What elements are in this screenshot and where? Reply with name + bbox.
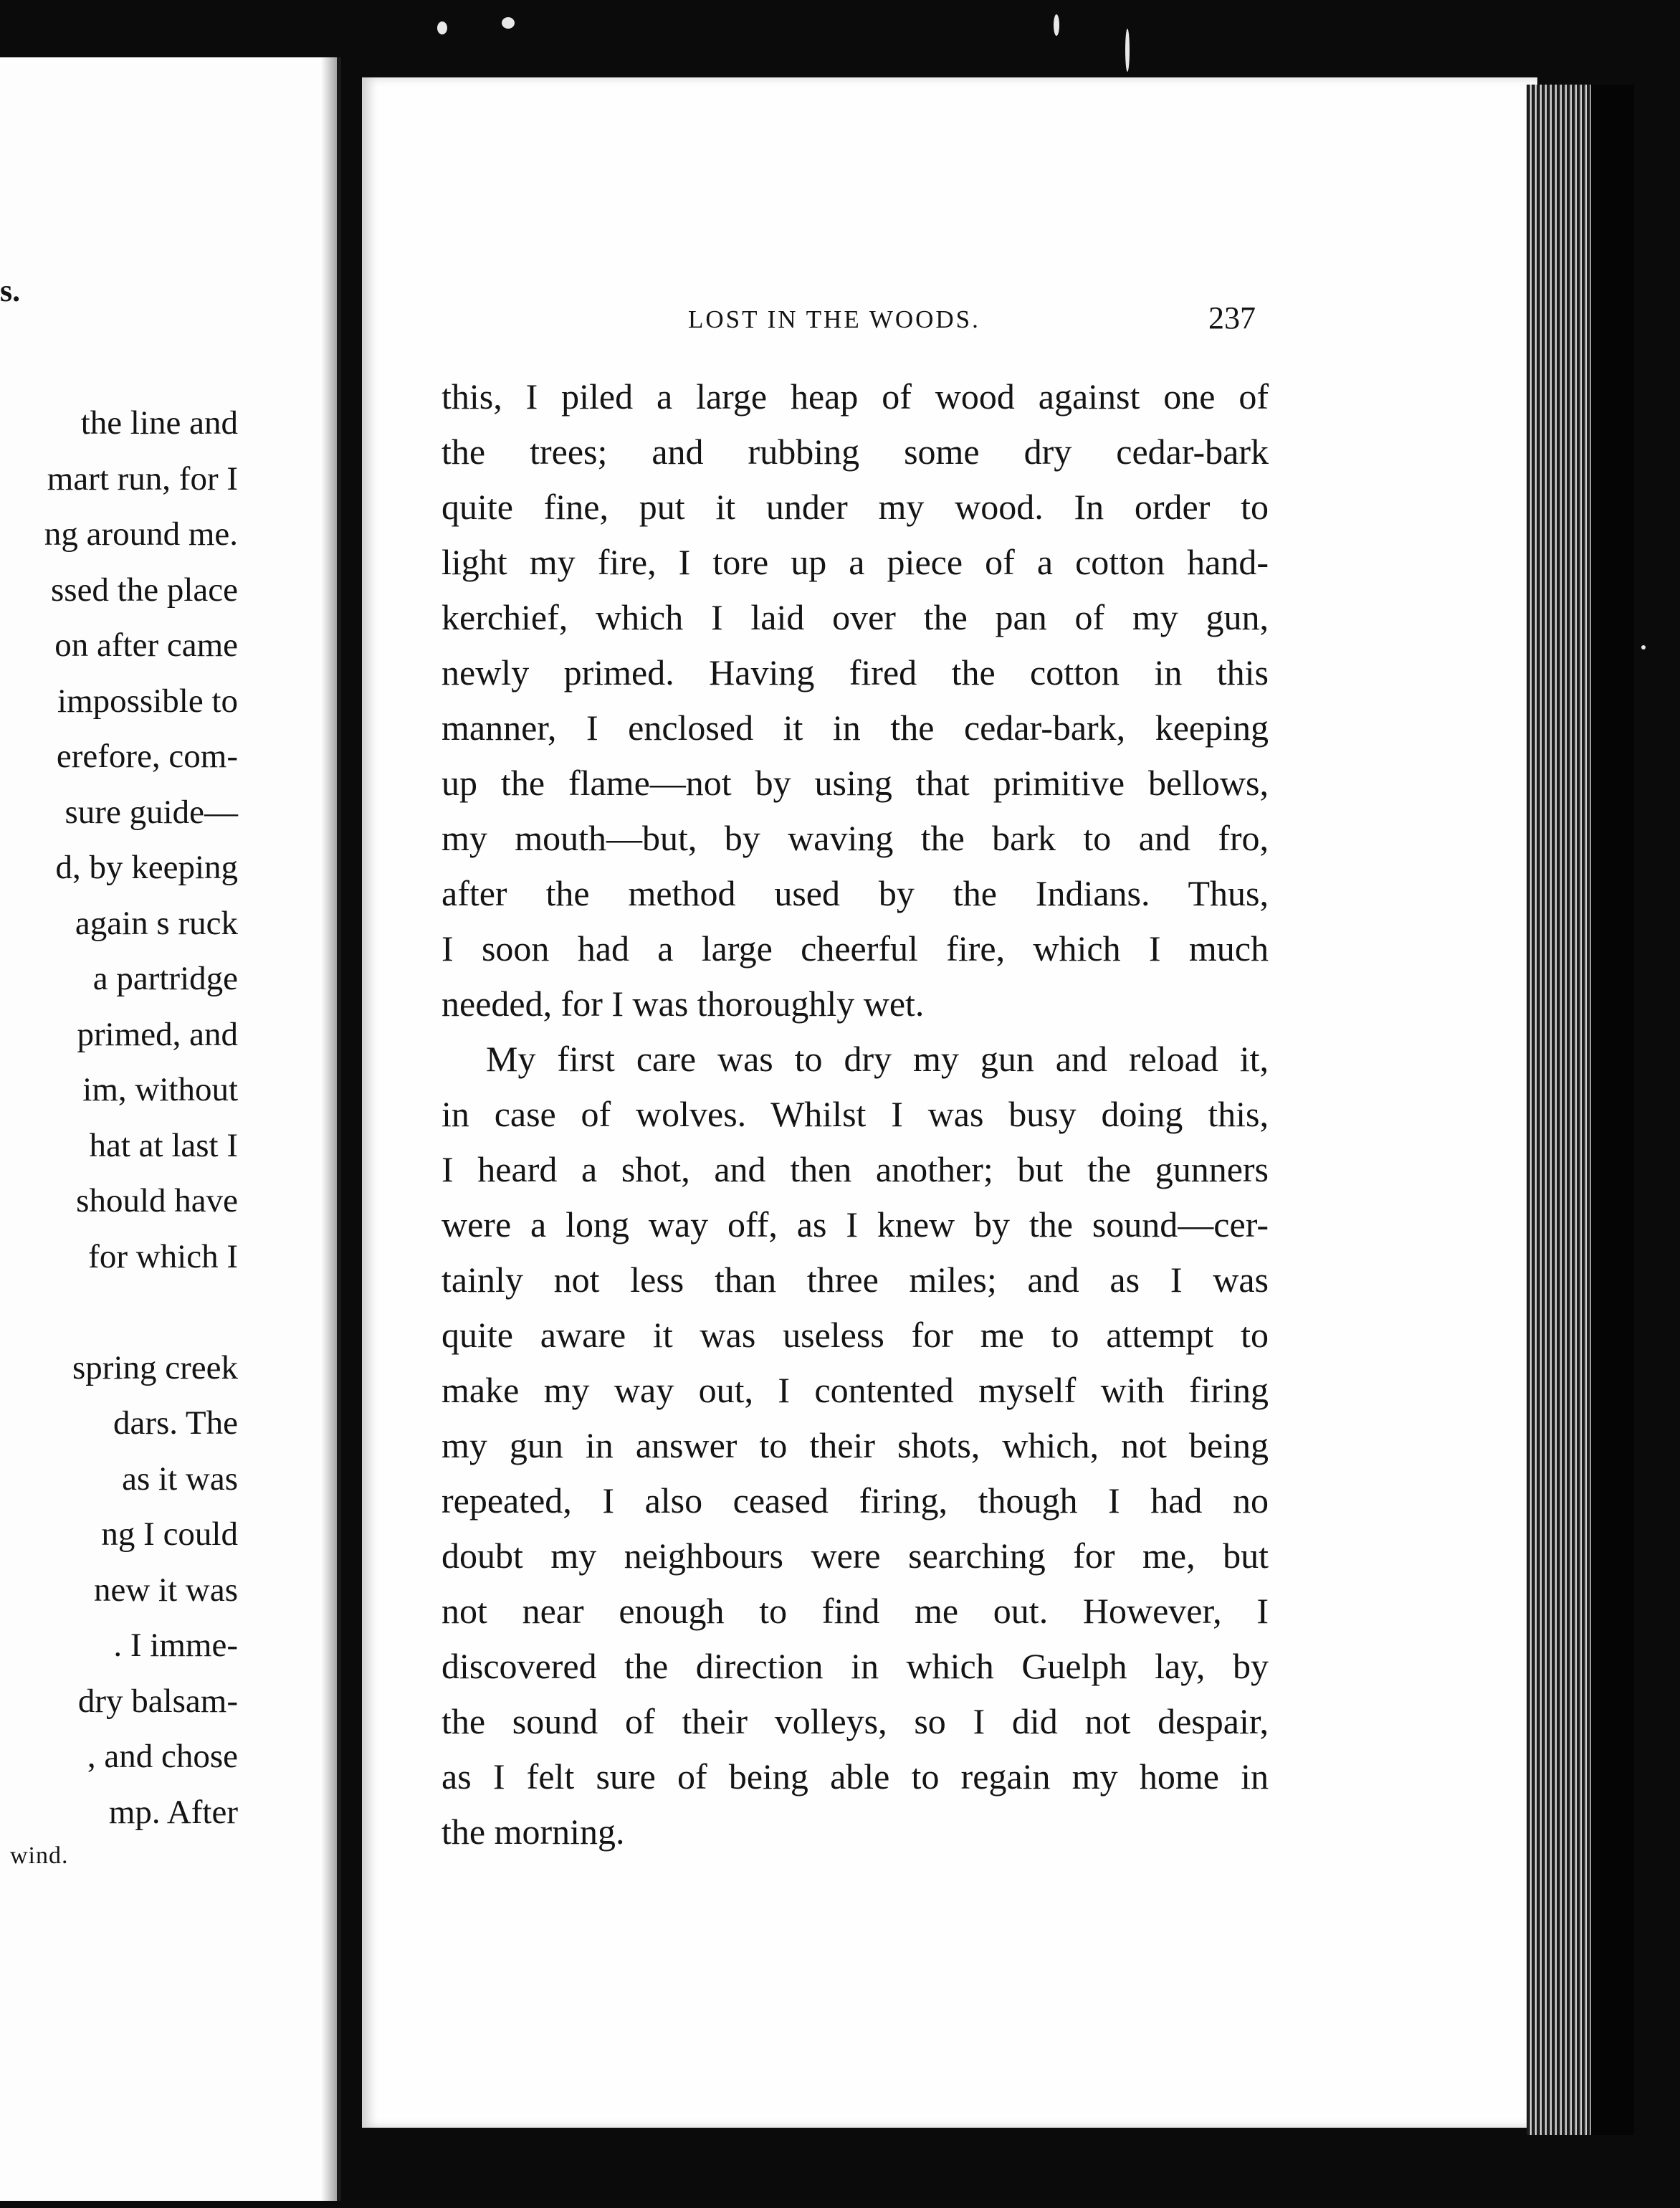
left-page-line: d, by keeping: [55, 849, 238, 886]
paragraph-1-line: quite fine, put it under my wood. In order to: [442, 487, 1269, 527]
left-page-line: ssed the place: [50, 571, 238, 609]
left-page-line: should have: [76, 1182, 238, 1219]
page-number: 237: [1208, 300, 1256, 336]
dust-speck: [502, 17, 515, 29]
left-page-line: spring creek: [72, 1348, 238, 1386]
left-page-line: dars. The: [113, 1404, 238, 1442]
dust-speck: [437, 22, 447, 34]
paragraph-1-line: the trees; and rubbing some dry cedar-bark: [442, 432, 1269, 472]
paragraph-1-line: manner, I enclosed it in the cedar-bark, keeping: [442, 708, 1269, 748]
paragraph-2-line: in case of wolves. Whilst I was busy doing this,: [442, 1094, 1269, 1134]
left-page-line: as it was: [122, 1460, 238, 1498]
left-page-line: impossible to: [57, 682, 238, 720]
left-page-line: , and chose: [87, 1738, 238, 1775]
gutter-shadow: [321, 57, 337, 2201]
left-page-line: sure guide—: [65, 793, 238, 831]
paragraph-2-line: my gun in answer to their shots, which, not being: [442, 1425, 1269, 1465]
left-page-line: mart run, for I: [47, 460, 238, 498]
paragraph-2-line: I heard a shot, and then another; but the gunners: [442, 1149, 1269, 1189]
paragraph-2-line: not near enough to find me out. However, I: [442, 1591, 1269, 1631]
left-page-line: new it was: [93, 1571, 238, 1609]
book-cover-edge: [1591, 85, 1634, 2135]
paragraph-2-line: tainly not less than three miles; and as I was: [442, 1260, 1269, 1300]
paragraph-1-line: my mouth—but, by waving the bark to and fro,: [442, 818, 1269, 858]
paragraph-2-line: as I felt sure of being able to regain my home in: [442, 1756, 1269, 1797]
paragraph-1-line: I soon had a large cheerful fire, which I much: [442, 928, 1269, 969]
paragraph-2-line: repeated, I also ceased firing, though I had no: [442, 1480, 1269, 1521]
left-page-line: erefore, com-: [56, 738, 238, 775]
dust-speck: [1641, 645, 1646, 649]
paragraph-2-line: quite aware it was useless for me to attempt to: [442, 1315, 1269, 1355]
left-page-footer-fragment: wind.: [10, 1842, 69, 1869]
paragraph-2-line: make my way out, I contented myself with firing: [442, 1370, 1269, 1410]
dust-speck: [1125, 29, 1130, 72]
left-page: [0, 57, 341, 2201]
paragraph-1-line: needed, for I was thoroughly wet.: [442, 984, 925, 1024]
paragraph-2-line: My first care was to dry my gun and reload it,: [486, 1039, 1269, 1079]
left-page-line: [0, 1285, 238, 1341]
paragraph-2-line: the sound of their volleys, so I did not despair,: [442, 1701, 1269, 1741]
left-page-text: [0, 396, 238, 1840]
paragraph-2-line: were a long way off, as I knew by the sound—cer-: [442, 1204, 1269, 1245]
paragraph-1-line: this, I piled a large heap of wood against one of: [442, 376, 1269, 417]
paragraph-1-line: after the method used by the Indians. Thus,: [442, 873, 1269, 913]
page-body-text: [442, 369, 1269, 1860]
paragraph-1-line: kerchief, which I laid over the pan of my gun,: [442, 597, 1269, 637]
left-page-line: on after came: [54, 627, 238, 664]
left-page-line: . I imme-: [113, 1627, 238, 1664]
left-page-line: im, without: [82, 1071, 238, 1108]
running-head: LOST IN THE WOODS.: [688, 305, 980, 333]
paragraph-1-line: newly primed. Having fired the cotton in this: [442, 652, 1269, 693]
left-page-line: dry balsam-: [77, 1682, 238, 1720]
paragraph-1-line: up the flame—not by using that primitive bellows,: [442, 763, 1269, 803]
left-page-line: ng I could: [101, 1515, 238, 1553]
left-page-header-fragment: s.: [0, 273, 21, 308]
left-page-line: the line and: [80, 404, 238, 442]
paragraph-2-line: discovered the direction in which Guelph lay, by: [442, 1646, 1269, 1686]
left-page-line: hat at last I: [89, 1126, 238, 1164]
left-page-line: a partridge: [92, 960, 238, 997]
left-page-line: again s ruck: [75, 904, 238, 942]
book-page-edges: [1527, 85, 1613, 2135]
left-page-line: primed, and: [77, 1015, 238, 1053]
paragraph-1-line: light my fire, I tore up a piece of a cotton hand-: [442, 542, 1269, 582]
paragraph-2-line: the morning.: [442, 1812, 625, 1852]
left-page-line: for which I: [88, 1237, 238, 1275]
left-page-line: ng around me.: [44, 515, 238, 553]
left-page-line: mp. After: [108, 1793, 238, 1831]
paragraph-2-line: doubt my neighbours were searching for me, but: [442, 1536, 1269, 1576]
dust-speck: [1054, 14, 1059, 36]
